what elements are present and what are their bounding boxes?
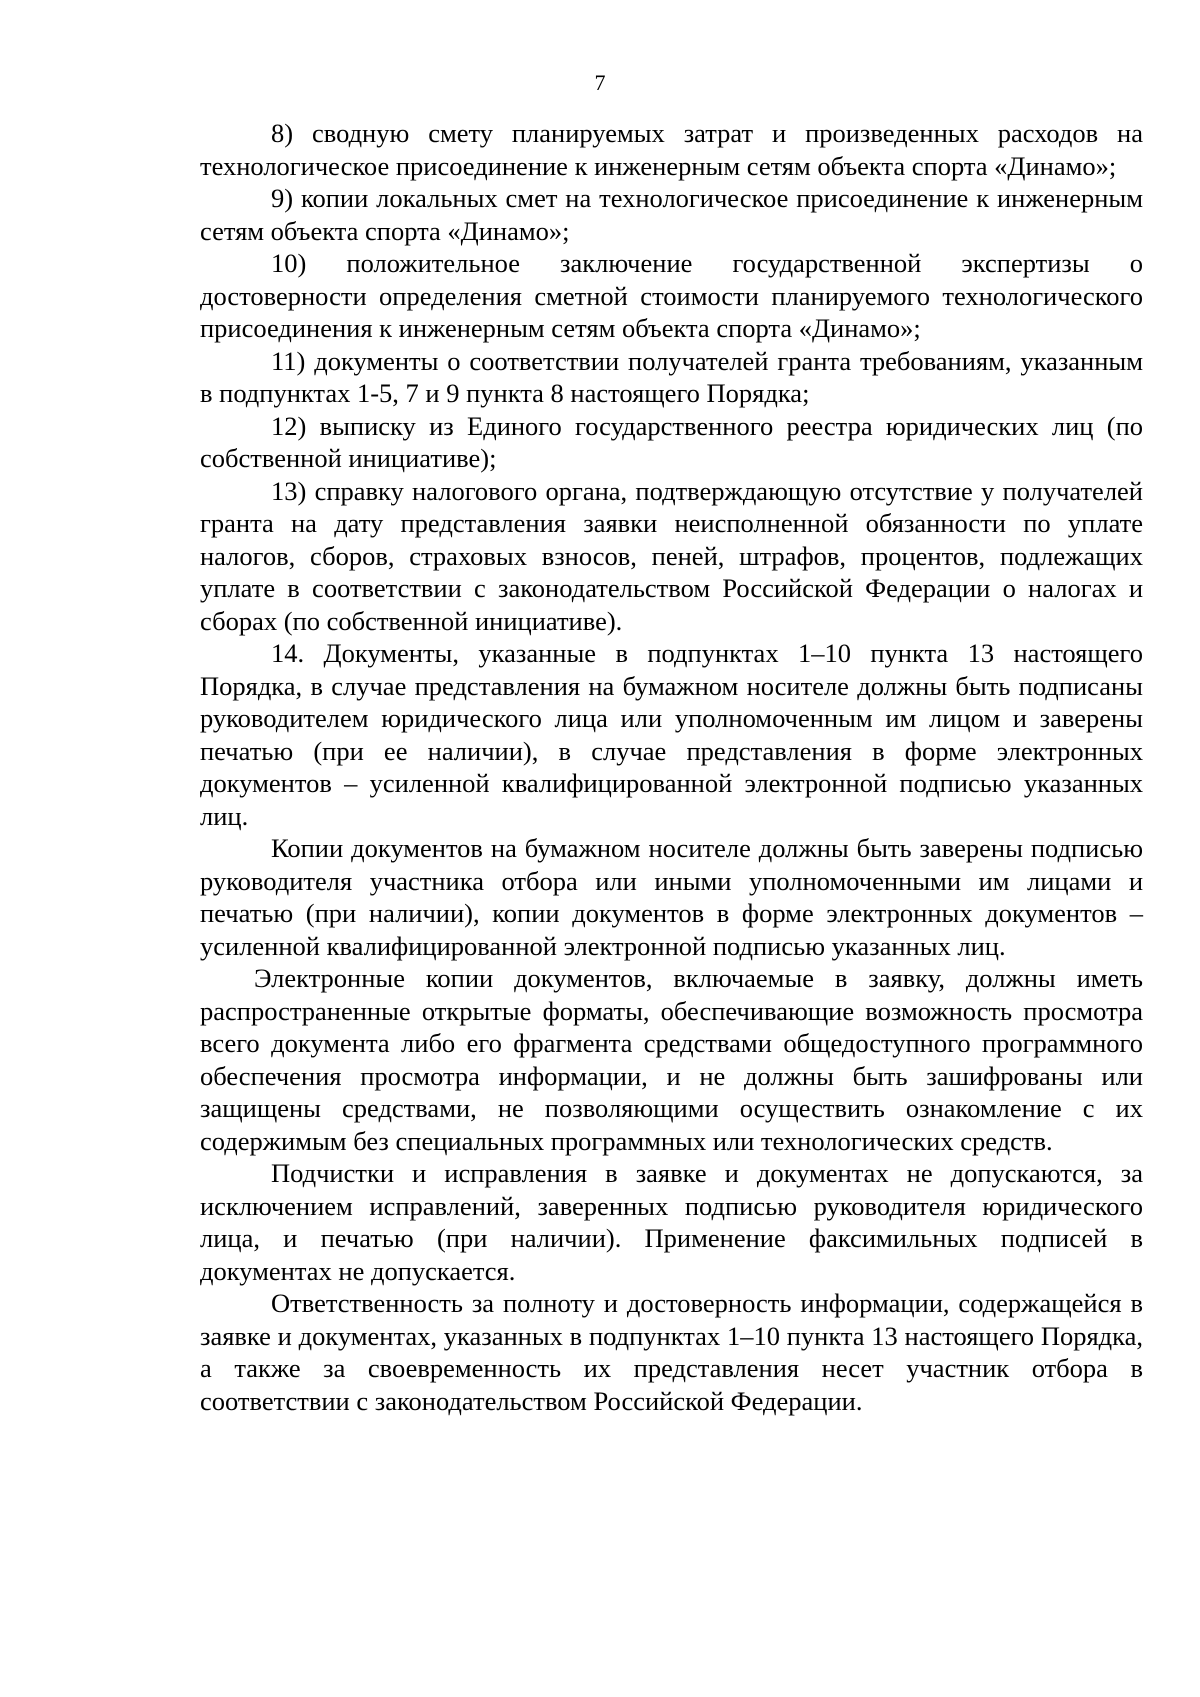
paragraph-responsibility: Ответственность за полноту и достоверность информации, содержащейся в заявке и документах, указанных в подпунктах 1–10 пункта 13 настоящего Порядка, а также за своевременность их представления несет участник отбора в соответствии с законодательством Российской Федерации. — [200, 1288, 1143, 1416]
paragraph-item-13: 13) справку налогового органа, подтверждающую отсутствие у получателей гранта на дату представления заявки неисполненной обязанности по уплате налогов, сборов, страховых взносов, пеней, штрафов, процентов, подлежащих уплате в соответствии с законодательством Российской Федерации о налогах и сборах (по собственной инициативе). — [200, 475, 1143, 636]
paragraph-corrections: Подчистки и исправления в заявке и документах не допускаются, за исключением исправлений, заверенных подписью руководителя юридического лица, и печатью (при наличии). Применение факсимильных подписей в документах не допускается. — [200, 1158, 1143, 1286]
paragraph-electronic-copies: Электронные копии документов, включаемые в заявку, должны иметь распространенные открытые форматы, обеспечивающие возможность просмотра всего документа либо его фрагмента средствами общедоступного программного обеспечения просмотра информации, и не должны быть зашифрованы или защищены средствами, не позволяющими осуществить ознакомление с их содержимым без специальных программных или технологических средств. — [200, 963, 1143, 1156]
paragraph-item-12: 12) выписку из Единого государственного реестра юридических лиц (по собственной инициативе); — [200, 410, 1143, 473]
paragraph-copies-certification: Копии документов на бумажном носителе должны быть заверены подписью руководителя участника отбора или иными уполномоченными им лицами и печатью (при наличии), копии документов в форме электронных документов – усиленной квалифицированной электронной подписью указанных лиц. — [200, 833, 1143, 961]
paragraph-item-11: 11) документы о соответствии получателей гранта требованиям, указанным в подпунктах 1-5, 7 и 9 пункта 8 настоящего Порядка; — [200, 345, 1143, 408]
document-body — [200, 117, 1143, 1417]
paragraph-item-9: 9) копии локальных смет на технологическое присоединение к инженерным сетям объекта спорта «Динамо»; — [200, 183, 1143, 246]
paragraph-clause-14: 14. Документы, указанные в подпунктах 1–10 пункта 13 настоящего Порядка, в случае представления на бумажном носителе должны быть подписаны руководителем юридического лица или уполномоченным им лицом и заверены печатью (при ее наличии), в случае представления в форме электронных документов – усиленной квалифицированной электронной подписью указанных лиц. — [200, 638, 1143, 831]
page-number: 7 — [594, 70, 606, 95]
paragraph-item-10: 10) положительное заключение государственной экспертизы о достоверности определения сметной стоимости планируемого технологического присоединения к инженерным сетям объекта спорта «Динамо»; — [200, 248, 1143, 343]
paragraph-item-8: 8) сводную смету планируемых затрат и произведенных расходов на технологическое присоединение к инженерным сетям объекта спорта «Динамо»; — [200, 118, 1143, 181]
